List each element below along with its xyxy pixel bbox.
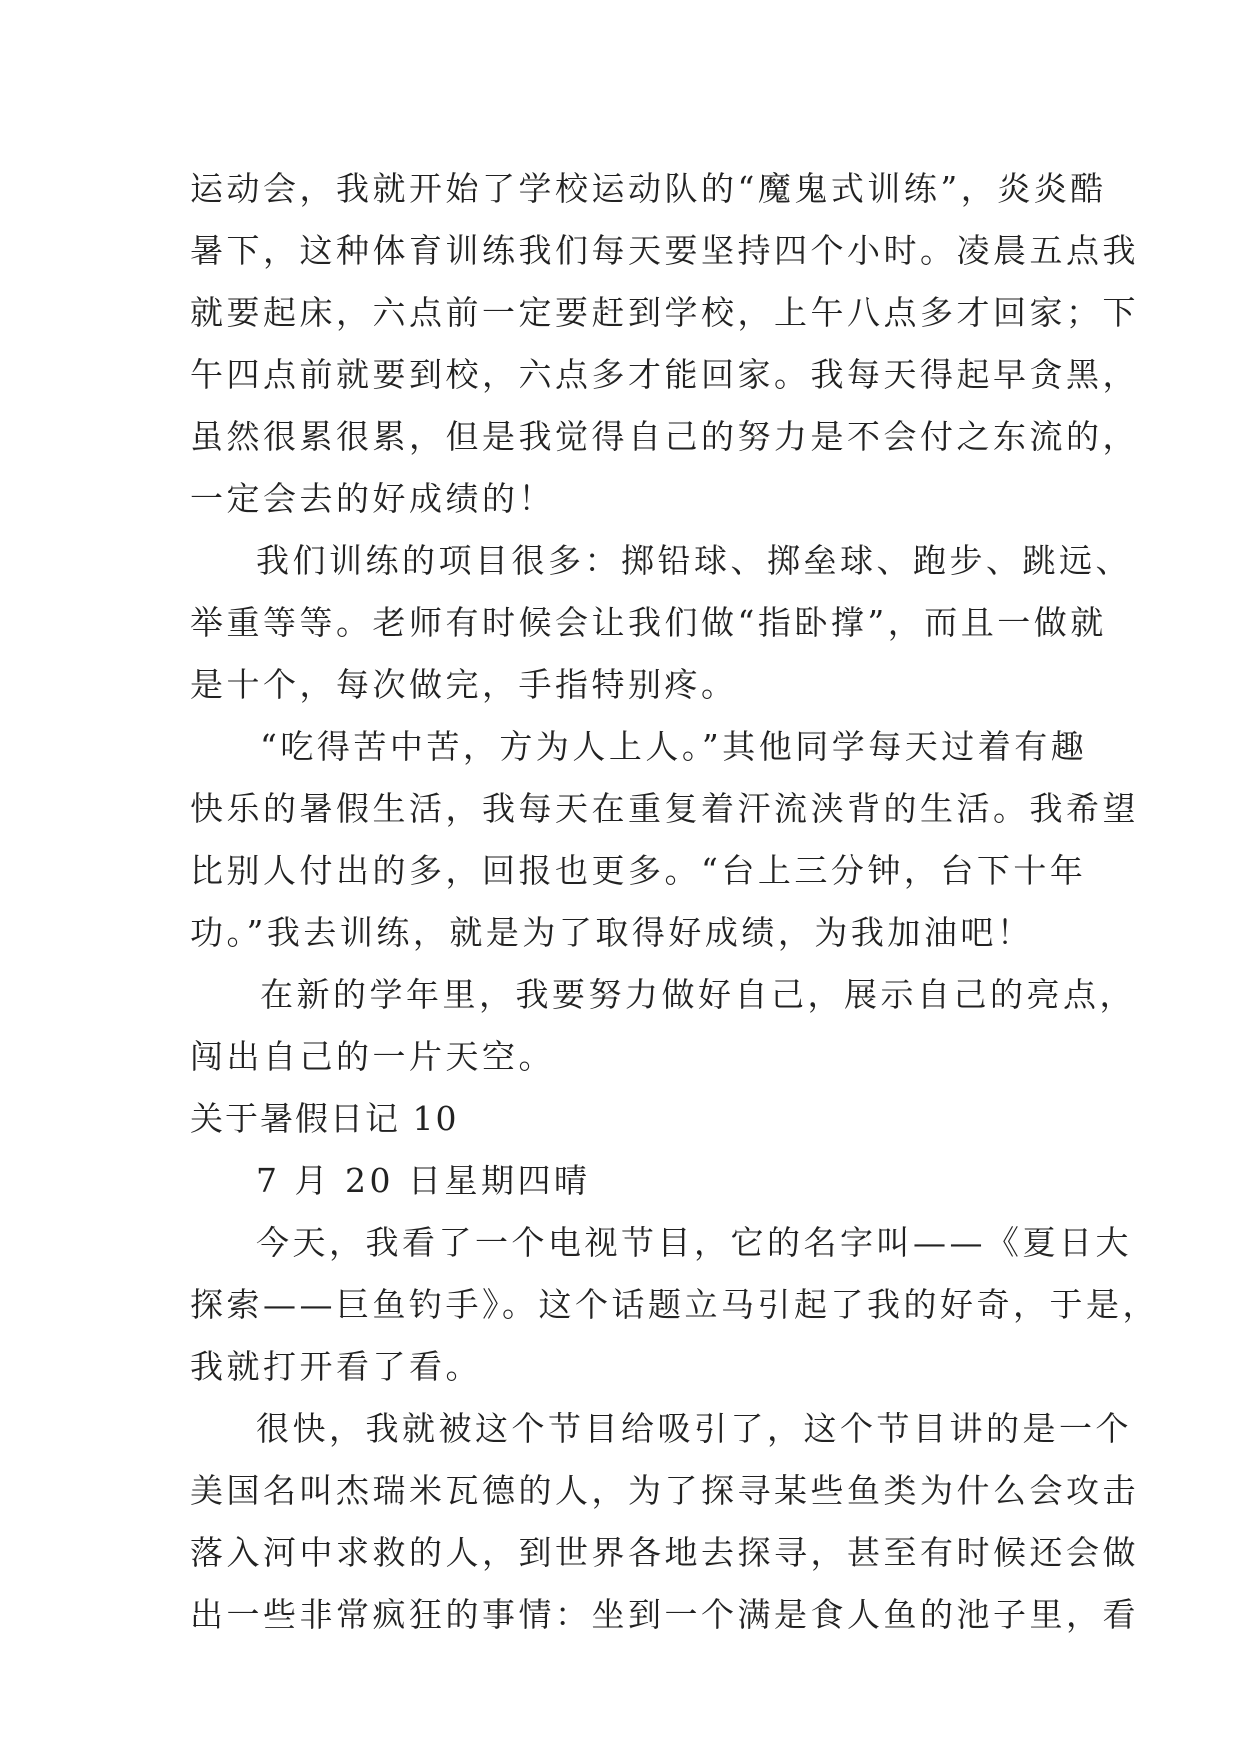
text-line: 比别人付出的多，回报也更多。“台上三分钟，台下十年 — [190, 851, 1087, 890]
paragraph-program-content — [190, 1398, 1139, 1646]
text-line: 我就打开看了看。 — [190, 1347, 482, 1386]
text-line: 闯出自己的一片天空。 — [190, 1037, 555, 1076]
diary-date-line: 7 月 20 日星期四晴 — [256, 1161, 591, 1200]
text-line: 我们训练的项目很多：掷铅球、掷垒球、跑步、跳远、 — [256, 541, 1132, 580]
text-line: 今天，我看了一个电视节目，它的名字叫——《夏日大 — [256, 1223, 1132, 1262]
text-line: 举重等等。老师有时候会让我们做“指卧撑”，而且一做就 — [190, 603, 1107, 642]
paragraph-training-items — [190, 530, 1132, 716]
text-line: 运动会，我就开始了学校运动队的“魔鬼式训练”，炎炎酷 — [190, 169, 1107, 208]
text-line: 虽然很累很累，但是我觉得自己的努力是不会付之东流的， — [190, 417, 1139, 456]
document-body — [190, 158, 1159, 1646]
text-line: 是十个，每次做完，手指特别疼。 — [190, 665, 738, 704]
text-line: 一定会去的好成绩的！ — [190, 479, 555, 518]
text-line: 午四点前就要到校，六点多才能回家。我每天得起早贪黑， — [190, 355, 1139, 394]
paragraph-training-intro — [190, 158, 1139, 530]
text-line: 在新的学年里，我要努力做好自己，展示自己的亮点， — [260, 975, 1136, 1014]
text-line: 快乐的暑假生活，我每天在重复着汗流浃背的生活。我希望 — [190, 789, 1139, 828]
section-title: 关于暑假日记 10 — [190, 1099, 459, 1138]
paragraph-tv-program — [190, 1212, 1159, 1398]
text-line: 就要起床，六点前一定要赶到学校，上午八点多才回家；下 — [190, 293, 1139, 332]
text-line: 落入河中求救的人，到世界各地去探寻，甚至有时候还会做 — [190, 1533, 1139, 1572]
text-line: “吃得苦中苦，方为人上人。”其他同学每天过着有趣 — [260, 727, 1088, 766]
text-line: 探索——巨鱼钓手》。这个话题立马引起了我的好奇，于是， — [190, 1285, 1159, 1324]
text-line: 暑下，这种体育训练我们每天要坚持四个小时。凌晨五点我 — [190, 231, 1139, 270]
text-line: 出一些非常疯狂的事情：坐到一个满是食人鱼的池子里，看 — [190, 1595, 1139, 1634]
text-line: 美国名叫杰瑞米瓦德的人，为了探寻某些鱼类为什么会攻击 — [190, 1471, 1139, 1510]
paragraph-hardship-quote — [190, 716, 1139, 964]
text-line: 很快，我就被这个节目给吸引了，这个节目讲的是一个 — [256, 1409, 1132, 1448]
text-line: 功。”我去训练，就是为了取得好成绩，为我加油吧！ — [190, 913, 1034, 952]
paragraph-new-school-year — [190, 964, 1136, 1088]
